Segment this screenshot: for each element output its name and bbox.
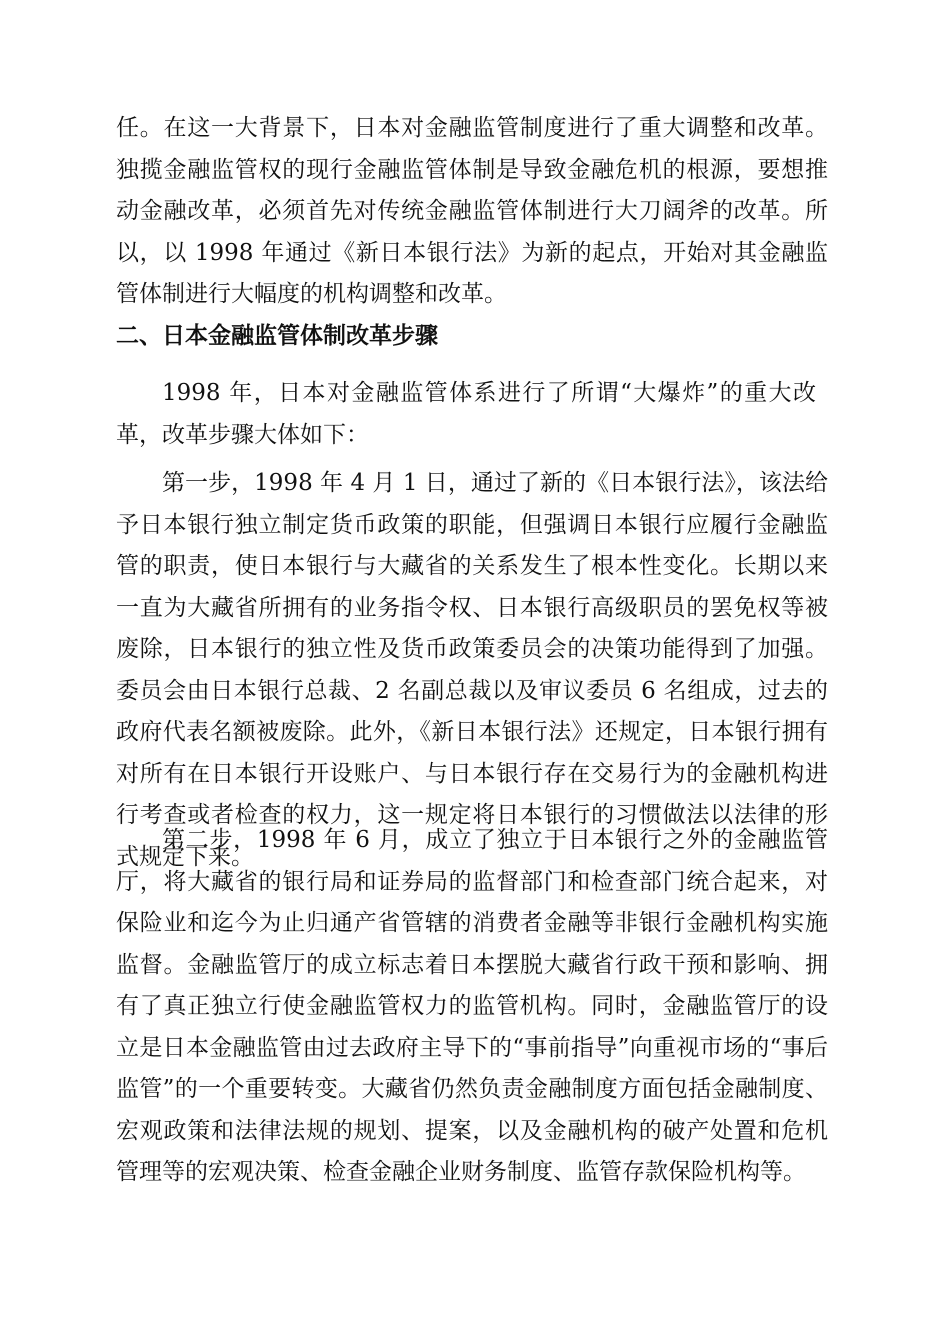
paragraph-step-two: 第二步，1998 年 6 月，成立了独立于日本银行之外的金融监管厅，将大藏省的银行局和证券局的监督部门和检查部门统合起来，对保险业和迄今为止归通产省管辖的消费者金融等非银行金融机构实施监督。金融监管厅的成立标志着日本摆脱大藏省行政干预和影响、拥有了真正独立行使金融监管权力的监管机构。同时，金融监管厅的设立是日本金融监管由过去政府主导下的“事前指导”向重视市场的“事后监管”的一个重要转变。大藏省仍然负责金融制度方面包括金融制度、宏观政策和法律法规的规划、提案，以及金融机构的破产处置和危机管理等的宏观决策、检查金融企业财务制度、监管存款保险机构等。 bbox=[116, 827, 828, 1185]
paragraph-step-one: 第一步，1998 年 4 月 1 日，通过了新的《日本银行法》，该法给予日本银行独立制定货币政策的职能，但强调日本银行应履行金融监管的职责，使日本银行与大藏省的关系发生了根本性变化。长期以来一直为大藏省所拥有的业务指令权、日本银行高级职员的罢免权等被废除，日本银行的独立性及货币政策委员会的决策功能得到了加强。委员会由日本银行总裁、2 名副总裁以及审议委员 6 名组成，过去的政府代表名额被废除。此外，《新日本银行法》还规定，日本银行拥有对所有在日本银行开设账户、与日本银行存在交易行为的金融机构进行考查或者检查的权力，这一规定将日本银行的习惯做法以法律的形式规定下来。 bbox=[116, 470, 828, 870]
section-heading: 二、日本金融监管体制改革步骤 bbox=[116, 323, 438, 349]
paragraph-overview: 1998 年，日本对金融监管体系进行了所谓“大爆炸”的重大改革，改革步骤大体如下： bbox=[116, 380, 816, 448]
paragraph-intro: 任。在这一大背景下，日本对金融监管制度进行了重大调整和改革。独揽金融监管权的现行金融监管体制是导致金融危机的根源，要想推动金融改革，必须首先对传统金融监管体制进行大刀阔斧的改革。所以，以 1998 年通过《新日本银行法》为新的起点，开始对其金融监管体制进行大幅度的机构调整和改革。 bbox=[116, 115, 828, 307]
